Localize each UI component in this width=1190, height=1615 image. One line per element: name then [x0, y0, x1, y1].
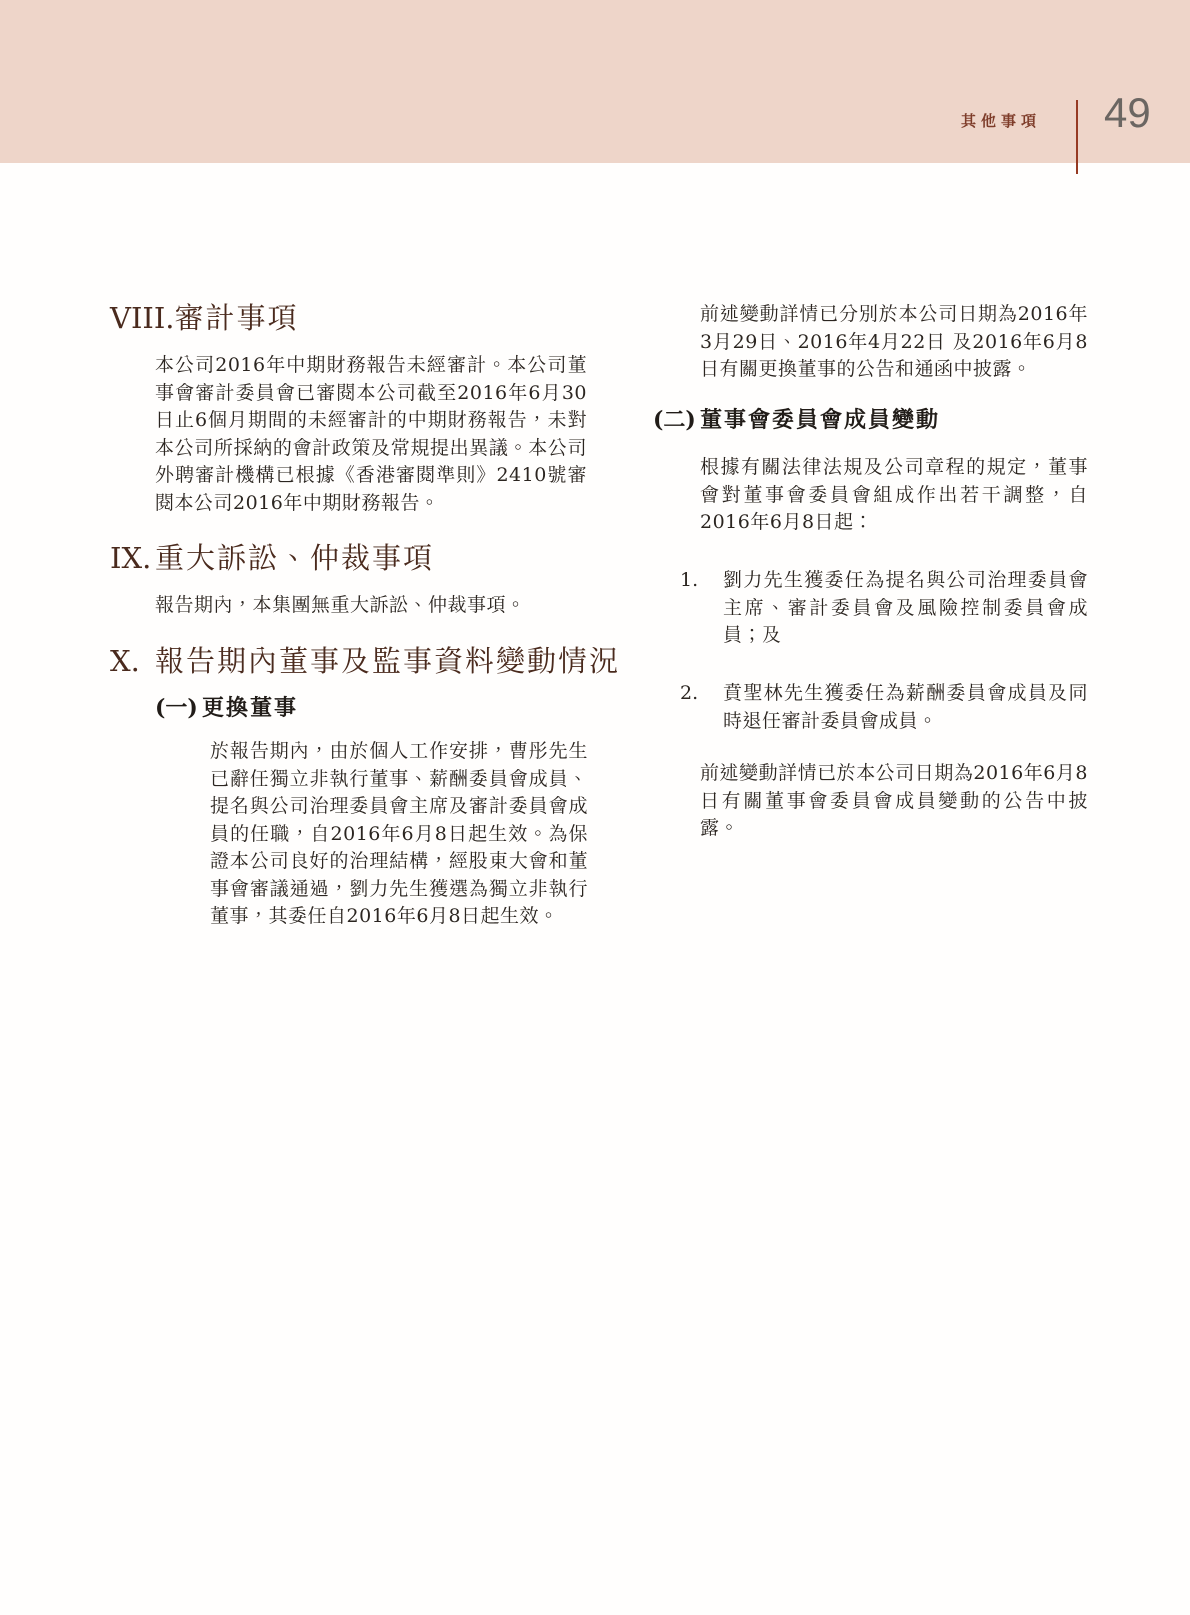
section-viii-paragraph: 本公司2016年中期財務報告未經審計。本公司董事會審計委員會已審閱本公司截至2016年6月30日止6個月期間的未經審計的中期財務報告，未對本公司所採納的會計政策及常規提出異議。本公司外聘審計機構已根據《香港審閱準則》2410號審閱本公司2016年中期財務報告。	[155, 354, 587, 514]
section-heading-x	[110, 644, 620, 679]
section-heading-viii	[110, 301, 299, 336]
section-number: VIII.	[110, 301, 175, 335]
list-item-text: 賁聖林先生獲委任為薪酬委員會成員及同時退任審計委員會成員。	[723, 682, 1088, 732]
header-divider-rule	[1076, 100, 1078, 174]
list-item	[680, 680, 1088, 735]
subsection-heading-one	[155, 695, 298, 721]
list-item-number: 1.	[680, 569, 699, 591]
section-title: 審計事項	[174, 301, 299, 335]
subsection-title: 董事會委員會成員變動	[700, 407, 941, 433]
header-band	[0, 0, 1190, 163]
section-number: X.	[110, 644, 140, 678]
section-title: 報告期內董事及監事資料變動情況	[155, 644, 621, 678]
section-title: 重大訴訟、仲裁事項	[155, 541, 435, 575]
subsection-two-disclosure-paragraph: 前述變動詳情已於本公司日期為2016年6月8日有關董事會委員會成員變動的公告中披露。	[700, 762, 1088, 839]
subsection-number: (二)	[653, 407, 696, 433]
section-ix-paragraph: 報告期內，本集團無重大訴訟、仲裁事項。	[155, 594, 526, 616]
subsection-number: (一)	[155, 695, 198, 721]
subsection-heading-two	[653, 407, 940, 433]
list-item	[680, 567, 1088, 650]
section-number: IX.	[110, 541, 152, 575]
subsection-title: 更換董事	[202, 695, 299, 721]
section-heading-ix	[110, 541, 434, 576]
page-number: 49	[1104, 89, 1151, 136]
list-item-text: 劉力先生獲委任為提名與公司治理委員會主席、審計委員會及風險控制委員會成員；及	[723, 569, 1088, 646]
subsection-two-paragraph: 根據有關法律法規及公司章程的規定，董事會對董事會委員會組成作出若干調整，自2016年6月8日起：	[700, 456, 1088, 533]
subsection-one-disclosure-paragraph: 前述變動詳情已分別於本公司日期為2016年3月29日、2016年4月22日 及2016年6月8日有關更換董事的公告和通函中披露。	[700, 303, 1088, 380]
list-item-number: 2.	[680, 682, 699, 704]
running-header-label: 其他事項	[961, 112, 1042, 130]
subsection-one-paragraph: 於報告期內，由於個人工作安排，曹彤先生已辭任獨立非執行董事、薪酬委員會成員、提名與公司治理委員會主席及審計委員會成員的任職，自2016年6月8日起生效。為保證本公司良好的治理結構，經股東大會和董事會審議通過，劉力先生獲選為獨立非執行董事，其委任自2016年6月8日起生效。	[210, 740, 588, 927]
